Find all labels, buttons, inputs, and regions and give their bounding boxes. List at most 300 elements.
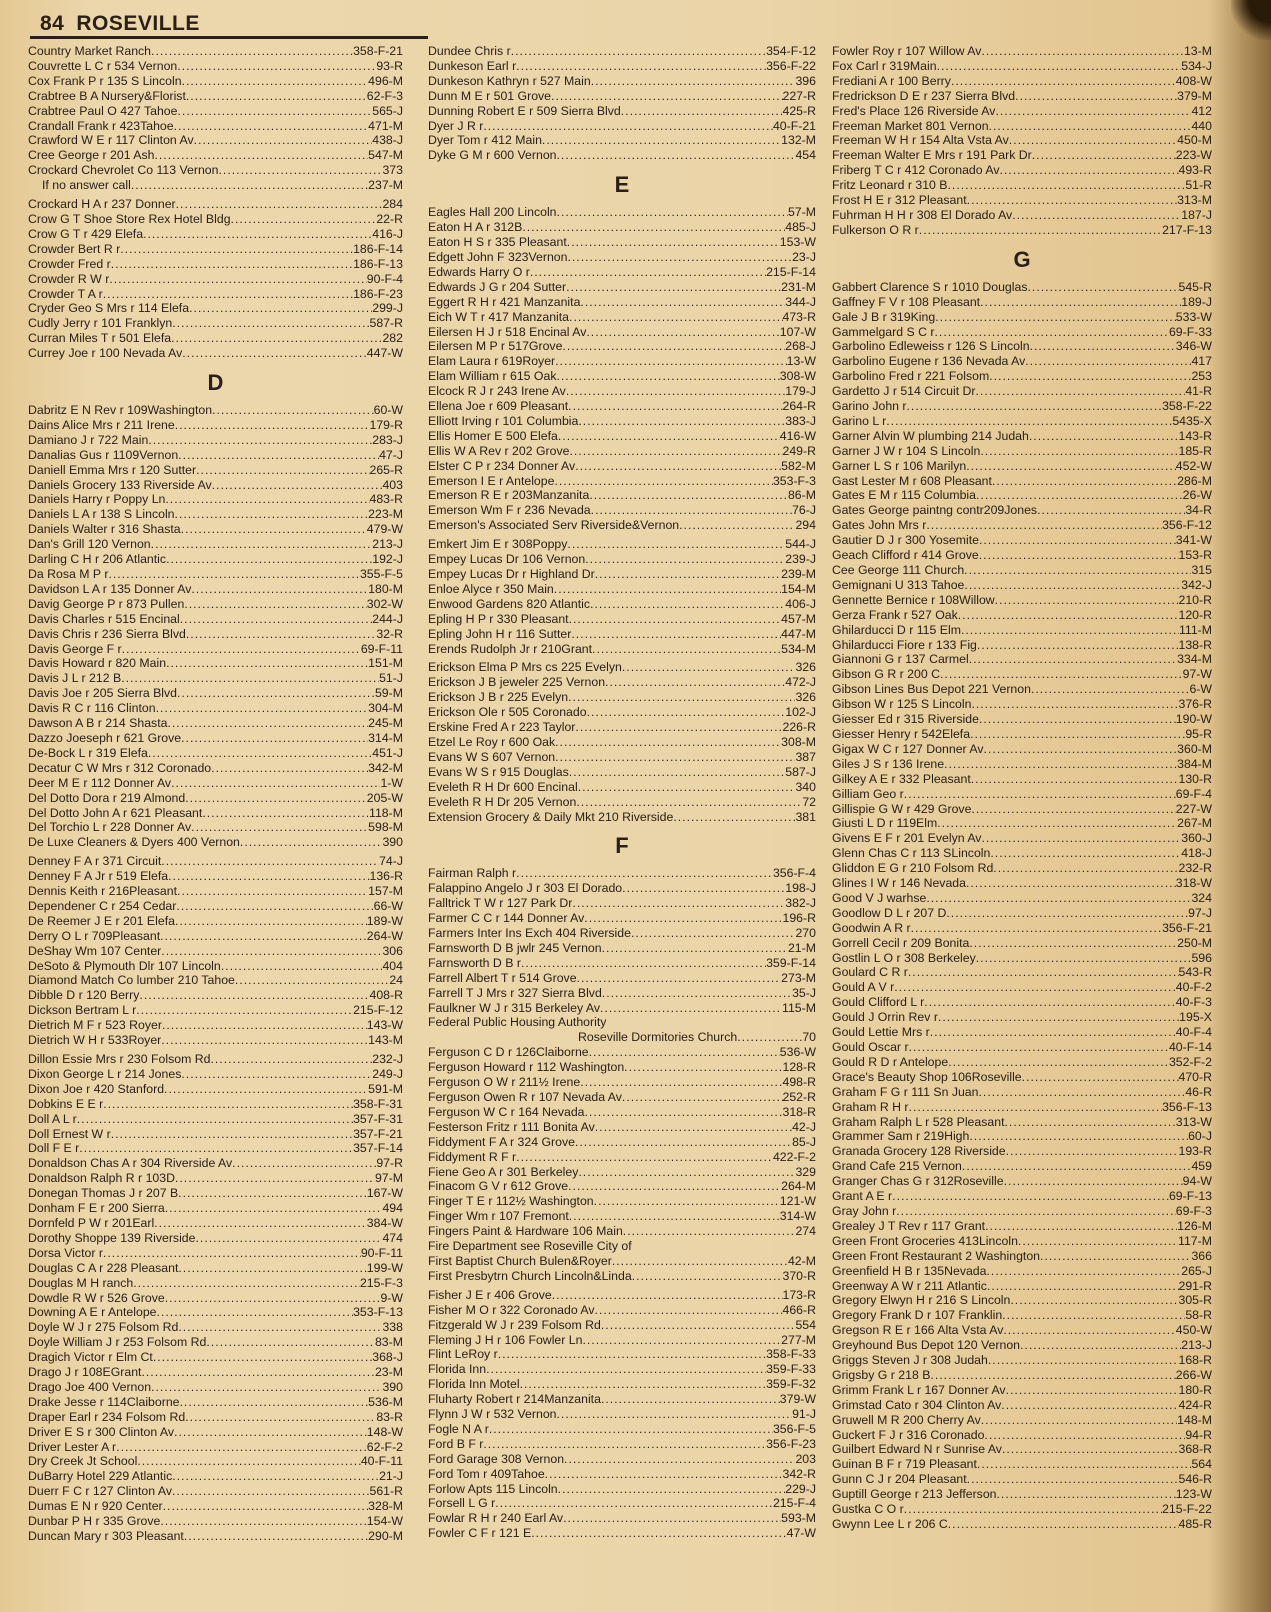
listing-name: Goulard C R r [832,965,908,980]
dot-leader [164,1082,368,1097]
phone-number: 496-M [368,73,403,88]
dot-leader [554,582,781,597]
listing-name: Dry Creek Jt School [28,1454,138,1469]
dot-leader [976,488,1183,503]
dot-leader [191,582,368,597]
phone-number: 168-R [1178,1353,1212,1368]
dot-leader [156,701,369,716]
dot-leader [1004,1115,1175,1130]
listing-name: Finacom G V r 612 Grove [428,1179,569,1194]
listing-name: Forsell L G r [428,1496,496,1511]
phone-number: 342-J [1181,577,1212,592]
listing-row [28,884,403,899]
phone-number: 304-M [368,701,403,716]
dot-leader [995,104,1191,119]
listing-name: Greenway A W r 211 Atlantic [832,1278,987,1293]
section-letter: G [1013,246,1031,272]
listing-name: Fredrickson D E r 237 Sierra Blvd [832,88,1016,103]
phone-number: 154-M [781,581,816,596]
dot-leader [602,986,792,1001]
dot-leader [894,980,1176,995]
dot-leader [160,929,367,944]
listing-name: Good V J warhse [832,890,927,905]
dot-leader [153,1350,372,1365]
dot-leader [737,1030,802,1045]
phone-number: 232-R [1178,861,1212,876]
phone-number: 90-F-11 [360,1245,403,1260]
phone-number: 418-J [1181,846,1212,861]
dot-leader [578,780,796,795]
listing-name: Gilliam Geo r [832,786,904,801]
phone-number: 383-J [785,413,816,428]
dot-leader [1003,1323,1175,1338]
listing-row [28,854,403,869]
phone-number: 404 [382,958,403,973]
dot-leader [575,720,782,735]
dot-leader [930,1368,1175,1383]
dot-leader [624,1060,782,1075]
listing-row [428,1526,816,1541]
listing-name: Duncan Mary r 303 Pleasant [28,1529,184,1543]
phone-number: 565-J [372,103,403,118]
listing-name: Finger Wm r 107 Fremont [428,1209,569,1224]
listing-row [428,295,816,310]
listing-name: Dixon George L r 214 Jones [28,1066,182,1081]
listing-row [832,178,1212,193]
listing-row [832,488,1212,503]
phone-number: 189-W [366,913,403,928]
listing-name: Donegan Thomas J r 207 B [28,1186,179,1201]
phone-number: 153-R [1178,548,1212,563]
listing-row [428,896,816,911]
listing-name: Geach Clifford r 414 Grove [832,548,979,563]
listing-name: Derry O L r 709Pleasant [28,928,161,943]
listing-name: Driver Lester A r [28,1439,117,1454]
listing-row [428,1120,816,1135]
listing-row [832,578,1212,593]
listing-row [428,250,816,265]
listing-name: Ford B F r [428,1436,484,1451]
phone-number: 136-R [369,869,403,884]
listing-row [832,1472,1212,1487]
dot-leader [966,876,1176,891]
dot-leader [992,474,1177,489]
dot-leader [180,1395,369,1410]
listing-row [28,242,403,257]
phone-number: 195-X [1179,1010,1212,1025]
listing-row [28,1425,403,1440]
phone-number: 534-M [781,641,816,656]
phone-number: 148-M [1177,1412,1212,1427]
listing-name: Eilersen H J r 518 Encinal Av [428,324,587,339]
listing-row [428,1496,816,1511]
phone-number: 215-F-22 [1162,1502,1212,1517]
dot-leader [935,325,1169,340]
listing-name: Garbolino Fred r 221 Folsom [832,369,990,384]
listing-row [428,339,816,354]
listing-name: Douglas M H ranch [28,1275,134,1290]
dot-leader [571,627,781,642]
listing-name: Ghilarducci Fiore r 133 Fig [832,637,977,652]
dot-leader [172,316,369,331]
phone-number: 356-F-23 [766,1436,816,1451]
phone-number: 338 [382,1320,403,1335]
listing-name: Gale J B r 319King [832,309,936,324]
listing-row [28,820,403,835]
listing-name: Crow G T r 429 Elefa [28,226,144,241]
listing-row [428,537,816,552]
listing-row [428,911,816,926]
dot-leader [182,74,369,89]
phone-number: 154-W [366,1514,403,1529]
listing-row [28,1186,403,1201]
phone-number: 62-F-2 [366,1439,403,1454]
dot-leader [141,1365,375,1380]
dot-leader [1006,1383,1179,1398]
listing-name: Gregson R E r 166 Alta Vsta Av [832,1323,1004,1338]
phone-number: 41-R [1185,384,1212,399]
listing-name: Dyer J R r [428,118,484,133]
dot-leader [116,1440,367,1455]
listing-row [428,1362,816,1377]
listing-row [832,906,1212,921]
listing-name: Couvrette L C r 534 Vernon [28,58,178,73]
listing-name: Roseville Dormitories Church [578,1030,738,1045]
listing-row [832,1025,1212,1040]
listing-row [428,1015,816,1030]
phone-number: 447-M [781,626,816,641]
listing-name: Fowler C F r 121 E [428,1526,532,1541]
listing-row [832,1040,1212,1055]
dot-leader [185,791,367,806]
phone-number: 69-F-4 [1175,786,1212,801]
dot-leader [109,272,366,287]
dot-leader [979,712,1176,727]
phone-number: 452-W [1175,458,1212,473]
listing-name: Frost H E r 312 Pleasant [832,193,967,208]
listing-row [832,891,1212,906]
listing-row [428,429,816,444]
listing-row [832,1174,1212,1189]
dot-leader [566,280,781,295]
phone-number: 274 [795,1224,816,1239]
phone-number: 408-R [369,988,403,1003]
dot-leader [587,705,786,720]
dot-leader [896,1204,1176,1219]
listing-name: Ferguson O W r 211½ Irene [428,1075,581,1090]
dot-leader [977,1457,1192,1472]
listing-name: Ferguson W C r 164 Nevada [428,1104,585,1119]
phone-number: 493-R [1178,163,1212,178]
phone-number: 593-M [781,1511,816,1526]
listing-row [832,712,1212,727]
listing-name: Crowder Fred r [28,256,111,271]
dot-leader [987,1279,1179,1294]
dot-leader [979,533,1176,548]
phone-number: 83-M [374,1335,403,1350]
listing-name: Cryder Geo S Mrs r 114 Elefa [28,301,190,316]
listing-row [428,1001,816,1016]
dot-leader [139,988,369,1003]
dot-leader [1032,148,1176,163]
phone-number: 283-J [372,432,403,447]
dot-leader [930,1025,1176,1040]
listing-row [428,765,816,780]
listing-name: Ferguson C D r 126Claiborne [428,1045,589,1060]
listing-name: Drake Jesse r 114Claiborne [28,1394,180,1409]
phone-number: 60-J [1188,1129,1212,1144]
listing-name: Garner Alvin W plumbing 214 Judah [832,428,1029,443]
phone-number: 192-J [372,552,403,567]
listing-row [428,1318,816,1333]
dot-leader [904,787,1176,802]
listing-name: Freeman W H r 154 Alta Vsta Av [832,133,1009,148]
dot-leader [592,642,781,657]
dot-leader [988,1353,1179,1368]
phone-number: 130-R [1178,771,1212,786]
dot-leader [567,537,785,552]
dot-leader [1001,1398,1178,1413]
listing-row [428,220,816,235]
listing-row [428,44,816,59]
listing-name: Garbolino Edleweiss r 126 S Lincoln [832,339,1030,354]
dot-leader [163,1499,369,1514]
dot-leader [1037,503,1185,518]
phone-number: 83-R [376,1409,403,1424]
phone-number: 210-R [1178,592,1212,607]
listing-row [28,478,403,493]
listing-row [28,1082,403,1097]
phone-number: 186-F-13 [353,256,403,271]
phone-number: 180-M [368,581,403,596]
listing-name: Fitzgerald W J r 239 Folsom Rd [428,1317,601,1332]
listing-name: Ellis W A Rev r 202 Grove [428,443,570,458]
phone-number: 179-J [785,384,816,399]
phone-number: 360-J [1181,831,1212,846]
phone-number: 143-R [1178,428,1212,443]
listing-name: Crandall Frank r 423Tahoe [28,118,174,133]
dot-leader [212,403,374,418]
listing-name: Farmer C C r 144 Donner Av [428,911,585,926]
listing-name: Gostlin L O r 308 Berkeley [832,950,976,965]
dot-leader [969,936,1177,951]
listing-name: Guptill George r 213 Jefferson [832,1487,997,1502]
listing-name: Doyle W J r 275 Folsom Rd [28,1320,179,1335]
listing-name: Dunning Robert E r 509 Sierra Blvd [428,103,621,118]
dot-leader [984,1428,1185,1443]
listing-name: Dumas E N r 920 Center [28,1499,163,1514]
phone-number: 13-M [1183,44,1212,58]
listing-row [28,944,403,959]
phone-number: 314-W [779,1209,816,1224]
listing-name: Gillispie G W r 429 Grove [832,801,972,816]
dot-leader [971,802,1175,817]
listing-name: Ghilarducci D r 115 Elm [832,622,961,637]
phone-number: 425-R [782,103,816,118]
listing-row [832,697,1212,712]
dot-leader [189,301,372,316]
dot-leader [601,1318,796,1333]
dot-leader [567,235,780,250]
listing-row [428,280,816,295]
phone-number: 273-M [781,970,816,985]
listing-name: Flint LeRoy r [428,1347,498,1362]
listing-name: Grigsby G r 218 B [832,1367,931,1382]
listing-row [832,965,1212,980]
listing-row [28,869,403,884]
listing-row [832,921,1212,936]
listing-name: De Luxe Cleaners & Dyers 400 Vernon [28,835,240,850]
listing-name: Falappino Angelo J r 303 El Dorado [428,881,623,896]
listing-row [28,835,403,850]
listing-name: Gates George paintng contr209Jones [832,503,1038,518]
listing-row [28,1127,403,1142]
phone-number: 357-F-21 [353,1126,403,1141]
listing-name: Dobkins E E r [28,1096,104,1111]
listing-name: Flynn J W r 532 Vernon [428,1407,557,1422]
phone-number: 440 [1191,118,1212,133]
phone-number: 485-R [1178,1517,1212,1531]
listing-row [832,1487,1212,1502]
listing-row [428,1150,816,1165]
listing-row [428,104,816,119]
dot-leader [979,1085,1186,1100]
phone-number: 315 [1191,563,1212,577]
listing-row [28,272,403,287]
dot-leader [177,884,368,899]
listing-name: Dundee Chris r [428,44,511,58]
listing-row [832,1159,1212,1174]
listing-row [832,667,1212,682]
dot-leader [558,429,780,444]
phone-number: 324 [1191,890,1212,905]
listing-name: Dunkeson Kathryn r 527 Main [428,73,591,88]
dot-leader [589,1045,780,1060]
phone-number: 22-R [376,211,403,226]
listing-row [428,74,816,89]
phone-number: 277-M [781,1332,816,1347]
phone-number: 215-F-4 [772,1496,816,1511]
phone-number: 42-M [787,1253,816,1268]
listing-row [28,59,403,74]
phone-number: 252-R [782,1090,816,1104]
listing-row [28,104,403,119]
phone-number: 536-M [368,1394,403,1409]
listing-name: Eveleth R H Dr 205 Vernon [428,794,577,809]
phone-number: 186-F-23 [353,286,403,301]
dot-leader [976,384,1186,399]
dot-leader [177,59,376,74]
dot-leader [562,339,785,354]
listing-row [28,1484,403,1499]
listing-name: Elster C P r 234 Donner Av [428,458,576,473]
listing-name: Curran Miles T r 501 Elefa [28,331,172,346]
listing-name: Finger T E r 112½ Washington [428,1194,594,1209]
dot-leader [590,597,785,612]
listing-name: Forlow Apts 115 Lincoln [428,1481,558,1496]
listing-row [28,791,403,806]
dot-leader [595,567,781,582]
listing-row [832,1204,1212,1219]
listing-row [832,533,1212,548]
listing-name: Gliddon E G r 210 Folsom Rd [832,861,994,876]
listing-name: Erickson J B jeweler 225 Vernon [428,675,606,690]
listing-name: Emkert Jim E r 308Poppy [428,537,568,552]
listing-name: Erickson J B r 225 Evelyn [428,690,569,705]
phone-number: 308-W [779,369,816,384]
listing-row [28,671,403,686]
listing-row [428,552,816,567]
listing-name: Fuhrman H H r 308 El Dorado Av [832,207,1013,222]
dot-leader [148,746,372,761]
dot-leader [551,89,782,104]
listing-name: Festerson Fritz r 111 Bonita Av [428,1119,595,1134]
dot-leader [964,578,1181,593]
phone-number: 40-F-11 [360,1454,403,1469]
dot-leader [131,178,368,193]
phone-number: 412 [1191,103,1212,118]
listing-name: Griggs Steven J r 308 Judah [832,1353,988,1368]
phone-number: 356-F-22 [766,58,816,73]
phone-number: 132-M [781,133,816,148]
listing-row [428,1254,816,1269]
listing-name: Dorothy Shoppe 139 Riverside [28,1230,196,1245]
listing-row [832,995,1212,1010]
listing-row [832,89,1212,104]
listing-name: Giesser Ed r 315 Riverside [832,712,979,727]
phone-number: 123-W [1175,1487,1212,1502]
dot-leader [909,1040,1169,1055]
dot-leader [176,197,383,212]
phone-number: 485-J [785,220,816,235]
phone-number: 356-F-5 [772,1421,816,1436]
dot-leader [622,660,796,675]
dot-leader [211,761,368,776]
listing-name: Granger Chas G r 312Roseville [832,1174,1004,1189]
dot-leader [944,757,1177,772]
listing-name: DuBarry Hotel 229 Atlantic [28,1469,173,1484]
dot-leader [120,242,353,257]
phone-number: 358-F-33 [766,1347,816,1362]
phone-number: 121-W [779,1194,816,1209]
listing-name: Gunn C J r 204 Pleasant [832,1472,967,1487]
listing-row [428,1407,816,1422]
listing-row [832,503,1212,518]
phone-number: 534-J [1181,58,1212,73]
listing-row [28,197,403,212]
listing-row [28,1410,403,1425]
listing-name: Evans W S r 915 Douglas [428,764,569,779]
dot-leader [568,399,782,414]
phone-number: 268-J [785,339,816,354]
dot-leader [175,418,370,433]
phone-number: 457-M [781,611,816,626]
listing-row [28,776,403,791]
dot-leader [594,1194,780,1209]
listing-row [28,929,403,944]
listing-name: Edwards Harry O r [428,264,530,279]
listing-row [428,1452,816,1467]
listing-row [28,1335,403,1350]
listing-row [428,1090,816,1105]
listing-row [832,1144,1212,1159]
dot-leader [591,503,792,518]
listing-name: Dains Alice Mrs r 211 Irene [28,417,175,432]
dot-leader [235,973,389,988]
listing-row [832,816,1212,831]
listing-row [428,1288,816,1303]
listing-row [832,1219,1212,1234]
